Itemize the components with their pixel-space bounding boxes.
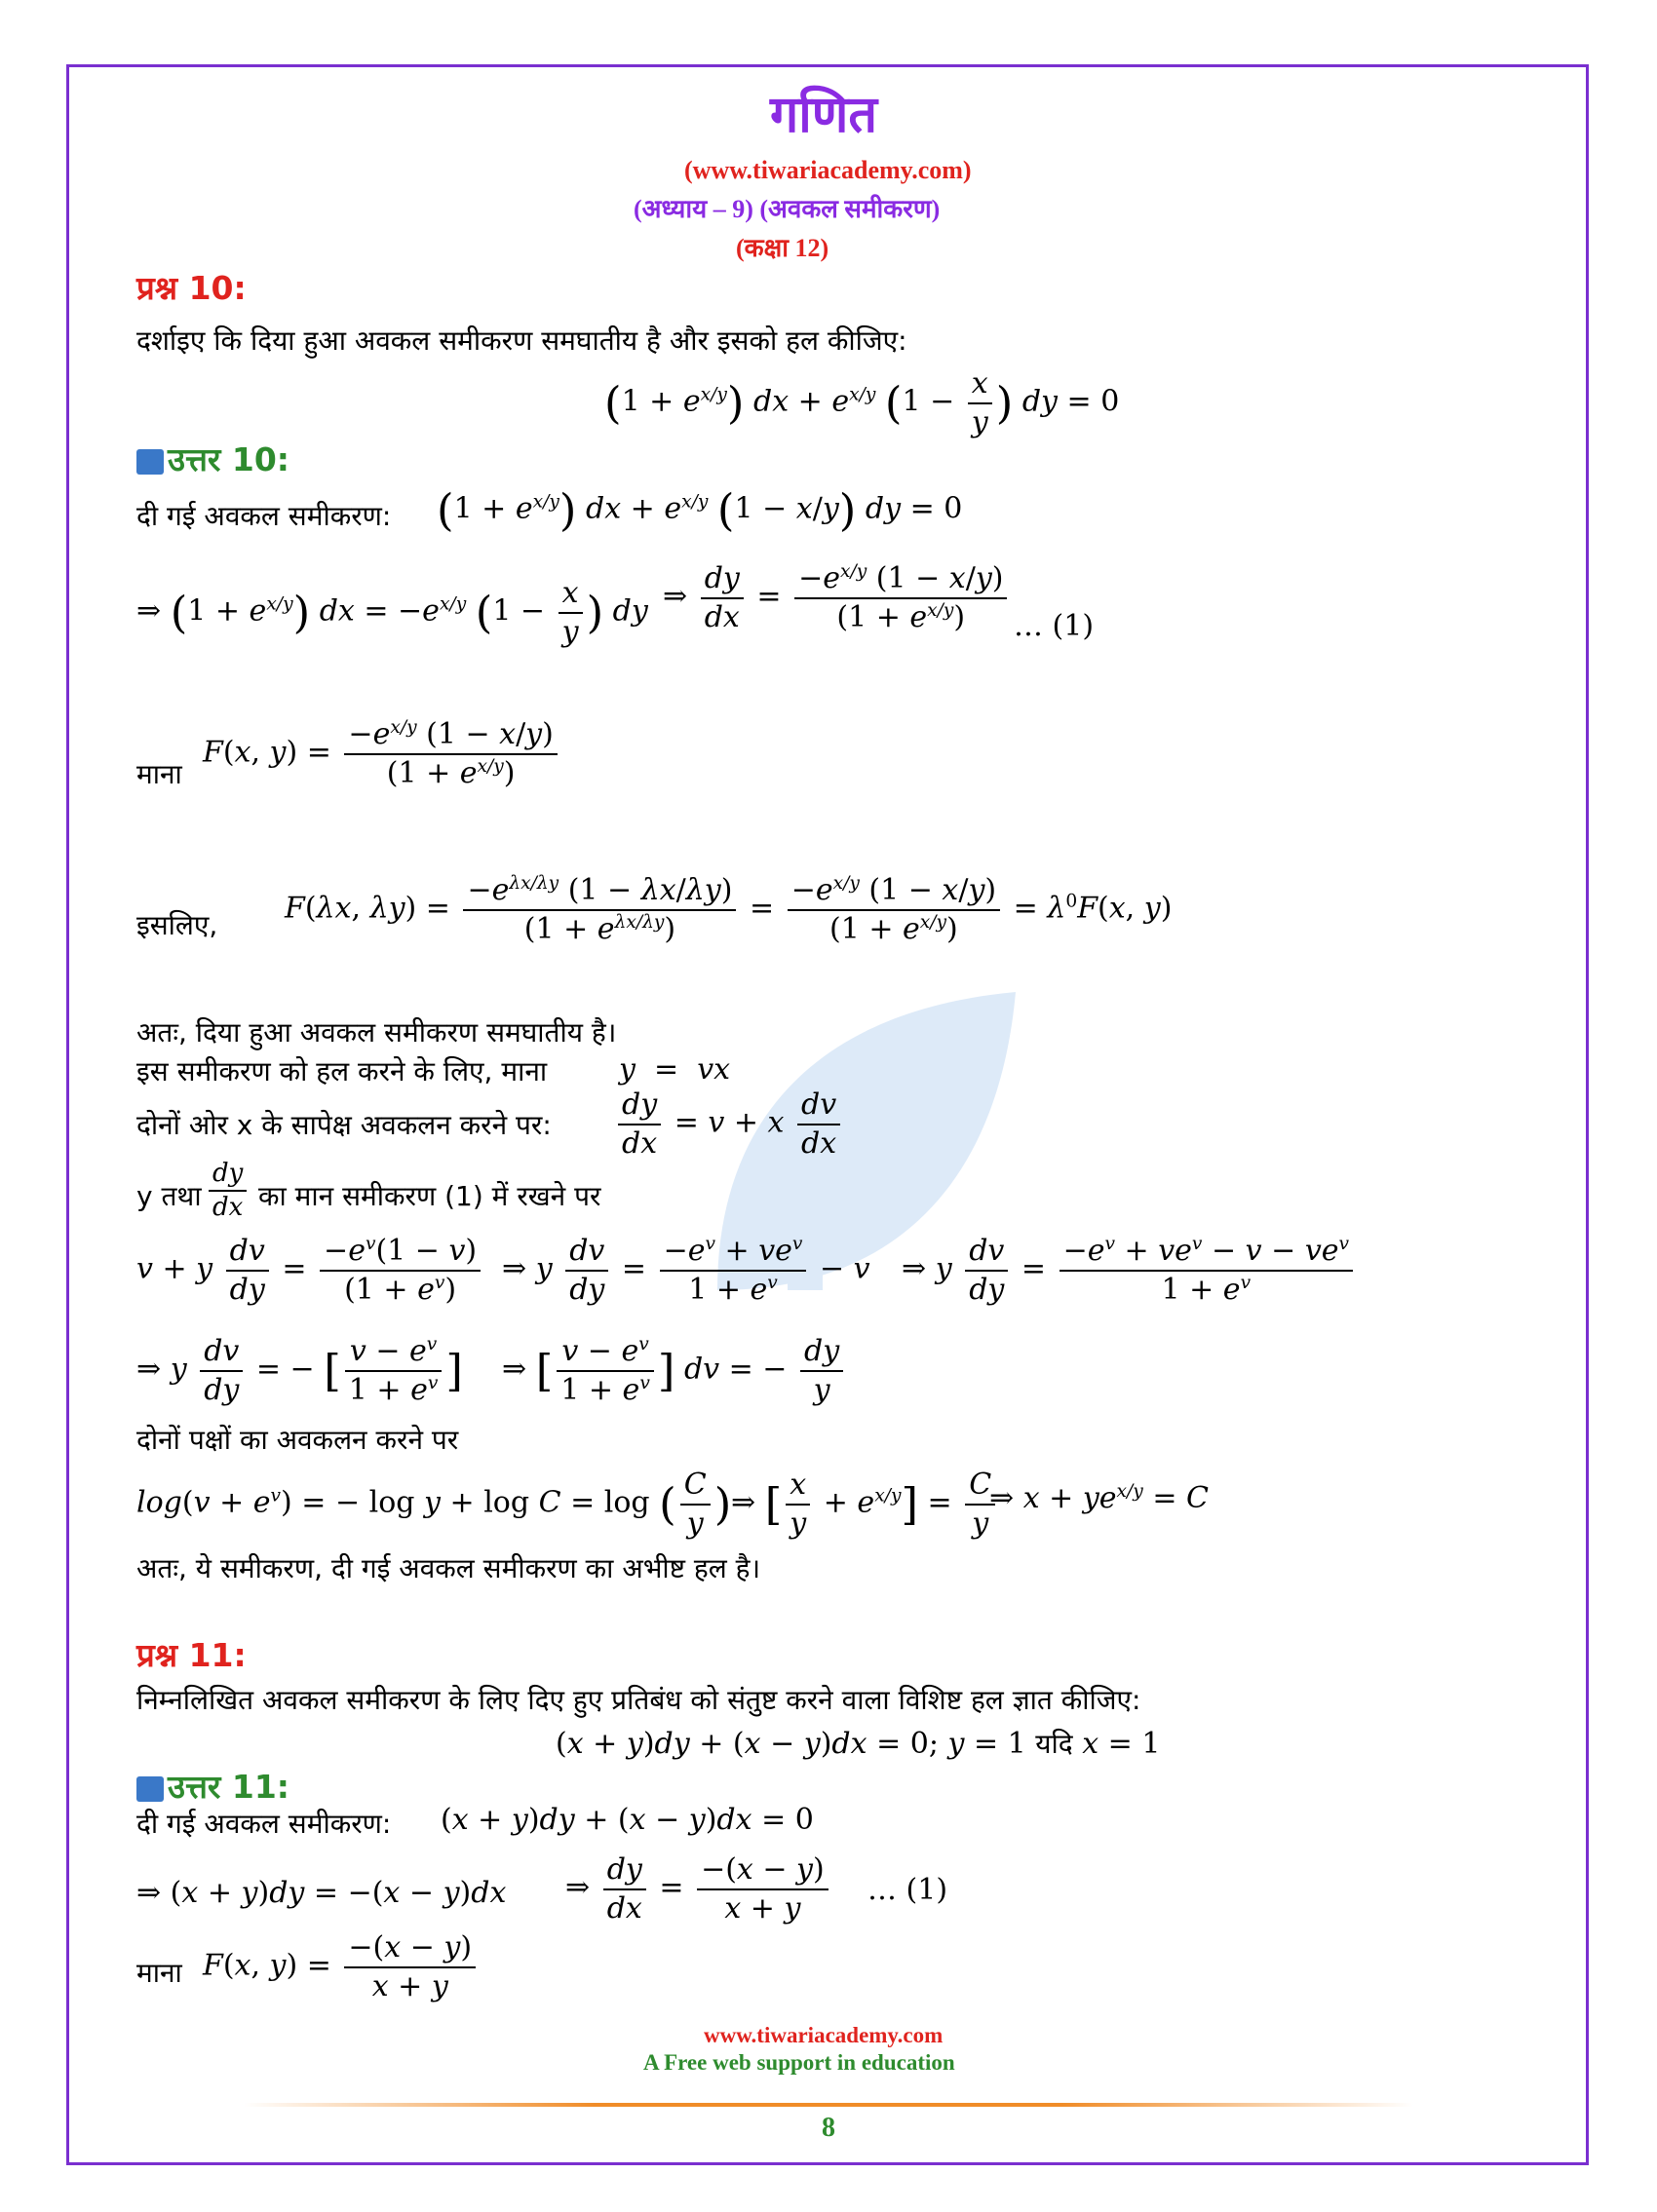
question-11-text: निम्नलिखित अवकल समीकरण के लिए दिए हुए प्रतिबंध को संतुष्ट करने वाला विशिष्ट हल ज्ञात कीजिए:	[136, 1684, 1141, 1716]
a10-put-text: का मान समीकरण (1) में रखने पर	[258, 1180, 601, 1212]
a10-step-sub: v + y $\frac{dv}{dy}$ = $\frac{-e^v(1 - v)}{(1 + e^v)}$	[136, 1233, 484, 1308]
a10-mana-text: माना	[136, 758, 182, 790]
answer-10-label: उत्तर 10:	[136, 437, 289, 480]
question-10-equation: $(1 + e^{x/y})$ dx + $e^{x/y}$ (1 − $\frac{x}{y}$ ) dy = 0	[604, 366, 1120, 439]
a11-given-text: दी गई अवकल समीकरण:	[136, 1808, 392, 1840]
a10-integrate-text: दोनों पक्षों का अवकलन करने पर	[136, 1424, 459, 1456]
a10-solution: ⇒ $x + ye^{x/y} = C$	[989, 1481, 1209, 1515]
page-number: 8	[822, 2113, 835, 2143]
a10-log-step2: ⇒ [ $\frac{x}{y}$ + $e^{x/y}$] = $\frac{C}{y}$	[731, 1467, 999, 1542]
a10-isliye-text: इसलिए,	[136, 909, 218, 941]
a10-given-text: दी गई अवकल समीकरण:	[136, 500, 392, 532]
a10-dydx-v: $\frac{dy}{dx}$ = v + x $\frac{dv}{dx}$	[614, 1087, 844, 1162]
a10-log-step: $\log(v + e^v)$ = − log y + log C = log ( $\frac{C}{y}$ )	[136, 1468, 732, 1541]
a10-eq-no: … (1)	[1014, 609, 1095, 643]
question-10-text: दर्शाइए कि दिया हुआ अवकल समीकरण समघातीय है और इसको हल कीजिए:	[136, 324, 907, 357]
a11-Fxy: F(x, y) = $\frac{-(x - y)}{x + y}$	[203, 1929, 480, 2004]
a10-dydx-small: $\frac{dy}{dx}$	[205, 1158, 250, 1223]
a10-step-sub2: ⇒ y $\frac{dv}{dy}$ = $-e^v + ve^v$ $1 + e^v$ − v	[502, 1234, 870, 1307]
a10-substitute-text: इस समीकरण को हल करने के लिए, माना	[136, 1055, 548, 1087]
a10-step-sub3: ⇒ y $\frac{dv}{dy}$ = $-e^v + ve^v - v - ve^v$ $1 + e^v$	[902, 1233, 1357, 1308]
a10-homogeneous-check: F(λx, λy) = $-e^{\lambda x/\lambda y}$ (1 − λx/λy) $(1 + e^{\lambda x/\lambda y})$ = $\frac{-e^{x/y} (1 - x/y)}{(1 + e^{x/y})}$ = $\lambda^0F(x$, y)	[285, 873, 1173, 946]
page-title: गणित	[770, 86, 877, 144]
a10-diff-text: दोनों ओर x के सापेक्ष अवकलन करने पर:	[136, 1109, 552, 1141]
a10-y-vx: y = vx	[619, 1052, 731, 1087]
a10-conclusion: अतः, दिया हुआ अवकल समीकरण समघातीय है।	[136, 1016, 617, 1049]
a10-given-equation: $(1 + e^{x/y})$ dx + $e^{x/y}$ (1 − x/y) dy = 0	[437, 484, 963, 536]
a10-dydx: ⇒ $\frac{dy}{dx}$ = $\frac{-e^{x/y} (1 - x/y)}{(1 + e^{x/y})}$	[663, 560, 1011, 635]
pen-icon	[136, 1776, 164, 1802]
a10-step-sep: ⇒ y $\frac{dv}{dy}$ = − [ $\frac{v - e^v}{1 + e^v}$ ]	[136, 1334, 463, 1407]
question-11-equation: (x + y)dy + (x − y)dx = 0; y = 1 यदि x = 1	[556, 1727, 1161, 1761]
chapter-heading: (अध्याय – 9) (अवकल समीकरण)	[634, 195, 941, 223]
question-11-label: प्रश्न 11:	[136, 1636, 247, 1674]
a10-final-text: अतः, ये समीकरण, दी गई अवकल समीकरण का अभीष्ट हल है।	[136, 1552, 761, 1584]
class-heading: (कक्षा 12)	[736, 234, 829, 262]
a11-given-equation: (x + y)dy + (x − y)dx = 0	[441, 1803, 814, 1837]
a10-y-tatha: y तथा	[136, 1180, 202, 1212]
q11-cond-word: यदि	[1035, 1728, 1073, 1760]
footer-website[interactable]: www.tiwariacademy.com	[704, 2023, 944, 2047]
question-10-label: प्रश्न 10:	[136, 269, 247, 307]
a11-dydx: ⇒ $\frac{dy}{dx}$ = $\frac{-(x - y)}{x + y}$	[565, 1851, 832, 1926]
pen-icon	[136, 449, 164, 475]
footer-divider	[244, 2103, 1413, 2107]
a10-Fxy: F(x, y) = $\frac{-e^{x/y} (1 - x/y)}{(1 + e^{x/y})}$	[203, 716, 561, 791]
footer-tagline: A Free web support in education	[643, 2050, 955, 2075]
a11-eq-no: … (1)	[867, 1873, 948, 1907]
website-link[interactable]: (www.tiwariacademy.com)	[684, 156, 972, 184]
a10-step-sep2: ⇒ [ $\frac{v - e^v}{1 + e^v}$ ] dv = − $\frac{dy}{y}$	[502, 1333, 847, 1408]
answer-11-label: उत्तर 11:	[136, 1764, 289, 1808]
a11-mana-text: माना	[136, 1957, 182, 1989]
a10-step1: ⇒ $(1 + e^{x/y})$ dx = $-e^{x/y}$ (1 − $\frac{x}{y}$ ) dy	[136, 576, 648, 649]
a11-step1: ⇒ (x + y)dy = −(x − y)dx	[136, 1876, 507, 1910]
